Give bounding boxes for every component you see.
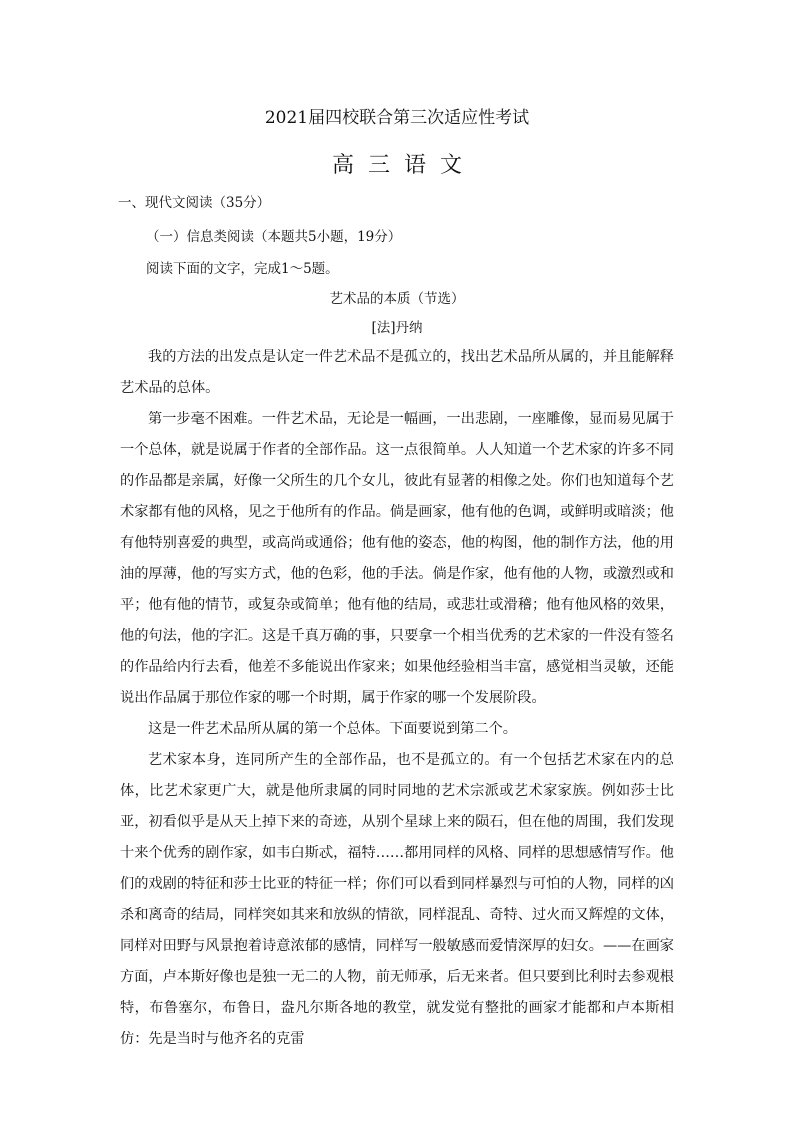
reading-instruction: 阅读下面的文字，完成1～5题。 [146, 261, 339, 277]
article-author: [法]丹纳 [371, 320, 423, 336]
article-body [120, 342, 674, 1055]
article-paragraph: 第一步毫不困难。一件艺术品，无论是一幅画，一出悲剧，一座雕像，显而易见属于一个总体，就是说属于作者的全部作品。这一点很简单。人人知道一个艺术家的许多不同的作品都是亲属，好像一父所生的几个女儿，彼此有显著的相像之处。你们也知道每个艺术家都有他的风格，见之于他所有的作品。倘是画家，他有他的色调，或鲜明或暗淡；他有他特别喜爱的典型，或高尚或通俗；他有他的姿态，他的构图，他的制作方法，他的用油的厚薄，他的写实方式，他的色彩，他的手法。倘是作家，他有他的人物，或激烈或和平；他有他的情节，或复杂或简单；他有他的结局，或悲壮或滑稽；他有他风格的效果，他的句法，他的字汇。这是千真万确的事，只要拿一个相当优秀的艺术家的一件没有签名的作品给内行去看，他差不多能说出作家来；如果他经验相当丰富，感觉相当灵敏，还能说出作品属于那位作家的哪一个时期，属于作家的哪一个发展阶段。 [120, 411, 674, 706]
article-paragraph: 我的方法的出发点是认定一件艺术品不是孤立的，找出艺术品所从属的，并且能解释艺术品的总体。 [120, 349, 674, 396]
article-title: 艺术品的本质（节选） [329, 291, 465, 307]
part-one-subheading: （一）信息类阅读（本题共5小题，19分） [146, 229, 402, 245]
subject-title: 高三语文 [331, 153, 476, 178]
exam-title: 2021届四校联合第三次适应性考试 [264, 108, 530, 128]
article-paragraph: 这是一件艺术品所从属的第一个总体。下面要说到第二个。 [148, 721, 517, 737]
part-one-heading: 一、现代文阅读（35分） [118, 195, 271, 211]
article-paragraph: 艺术家本身，连同所产生的全部作品，也不是孤立的。有一个包括艺术家在内的总体，比艺术家更广大，就是他所隶属的同时同地的艺术宗派或艺术家家族。例如莎士比亚，初看似乎是从天上掉下来的奇迹，从别个星球上来的陨石，但在他的周围，我们发现十来个优秀的剧作家，如韦白斯忒，福特……都用同样的风格、同样的思想感情写作。他们的戏剧的特征和莎士比亚的特征一样；你们可以看到同样暴烈与可怕的人物，同样的凶杀和离奇的结局，同样突如其来和放纵的情欲，同样混乱、奇特、过火而又辉煌的文体，同样对田野与风景抱着诗意浓郁的感情，同样写一般敏感而爱情深厚的妇女。——在画家方面，卢本斯好像也是独一无二的人物，前无师承，后无来者。但只要到比利时去参观根特，布鲁塞尔，布鲁日，盎凡尔斯各地的教堂，就发觉有整批的画家才能都和卢本斯相仿：先是当时与他齐名的克雷 [120, 752, 674, 1047]
